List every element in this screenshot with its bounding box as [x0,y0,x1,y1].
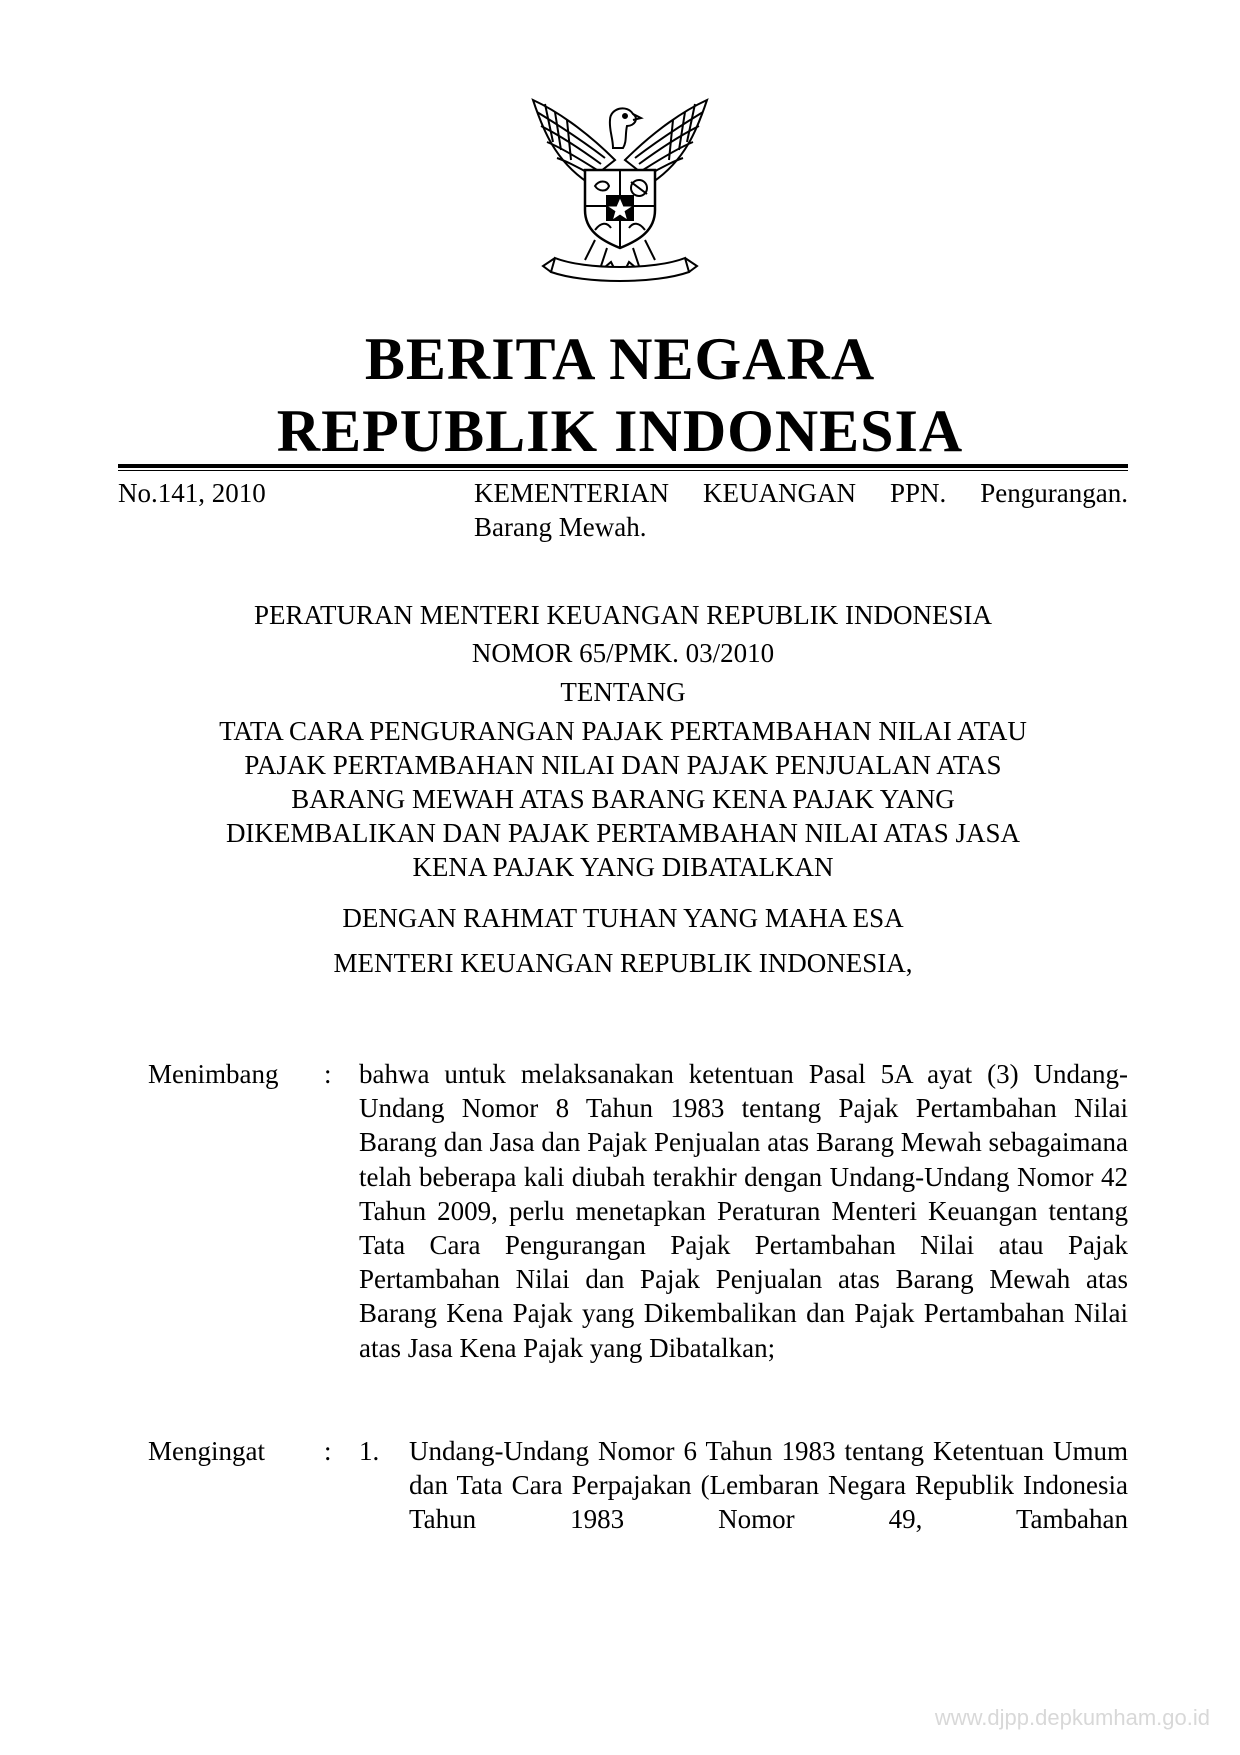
issue-number: No.141, 2010 [118,478,266,508]
regulation-heading: PERATURAN MENTERI KEUANGAN REPUBLIK INDONESIA [254,600,992,630]
menimbang-label: Menimbang [148,1059,279,1089]
regulation-subject-line: PAJAK PERTAMBAHAN NILAI DAN PAJAK PENJUALAN ATAS [244,750,1002,780]
issue-topic: KEMENTERIAN KEUANGAN PPN. Pengurangan. Barang Mewah. [474,478,1128,542]
mengingat-item-text: Undang-Undang Nomor 6 Tahun 1983 tentang Ketentuan Umum dan Tata Cara Perpajakan (Lembaran Negara Republik Indonesia Tahun 1983 Nomor 49, Tambahan [409,1436,1128,1534]
mengingat-label: Mengingat [148,1436,265,1466]
preamble-line: DENGAN RAHMAT TUHAN YANG MAHA ESA [342,903,904,933]
regulation-subject-line: TATA CARA PENGURANGAN PAJAK PERTAMBAHAN NILAI ATAU [219,716,1027,746]
masthead-rule-thick [118,464,1128,468]
mengingat-item-number: 1. [359,1436,380,1466]
regulation-number: NOMOR 65/PMK. 03/2010 [471,638,775,668]
regulation-subject-line: DIKEMBALIKAN DAN PAJAK PERTAMBAHAN NILAI ATAS JASA [225,818,1021,848]
garuda-emblem [515,90,725,300]
regulation-about: TENTANG [560,677,686,707]
menimbang-colon: : [324,1059,332,1089]
preamble-line: MENTERI KEUANGAN REPUBLIK INDONESIA, [333,948,913,978]
watermark-url: www.djpp.depkumham.go.id [934,1705,1210,1730]
masthead-title: BERITA NEGARA [364,326,876,392]
menimbang-text: bahwa untuk melaksanakan ketentuan Pasal 5A ayat (3) Undang-Undang Nomor 8 Tahun 1983 tentang Pajak Pertambahan Nilai Barang dan Jasa dan Pajak Penjualan atas Barang Mewah sebagaimana telah beberapa kali diubah terakhir dengan Undang-Undang Nomor 42 Tahun 2009, perlu menetapkan Peraturan Menteri Keuangan tentang Tata Cara Pengurangan Pajak Pertambahan Nilai atau Pajak Pertambahan Nilai dan Pajak Penjualan atas Barang Mewah atas Barang Kena Pajak yang Dikembalikan dan Pajak Pertambahan Nilai atas Jasa Kena Pajak yang Dibatalkan; [359,1059,1128,1363]
masthead-subtitle: REPUBLIK INDONESIA [276,398,964,464]
regulation-subject-line: BARANG MEWAH ATAS BARANG KENA PAJAK YANG [291,784,955,814]
mengingat-colon: : [324,1436,332,1466]
masthead-rule-thin [118,470,1128,471]
regulation-subject-line: KENA PAJAK YANG DIBATALKAN [412,852,834,882]
